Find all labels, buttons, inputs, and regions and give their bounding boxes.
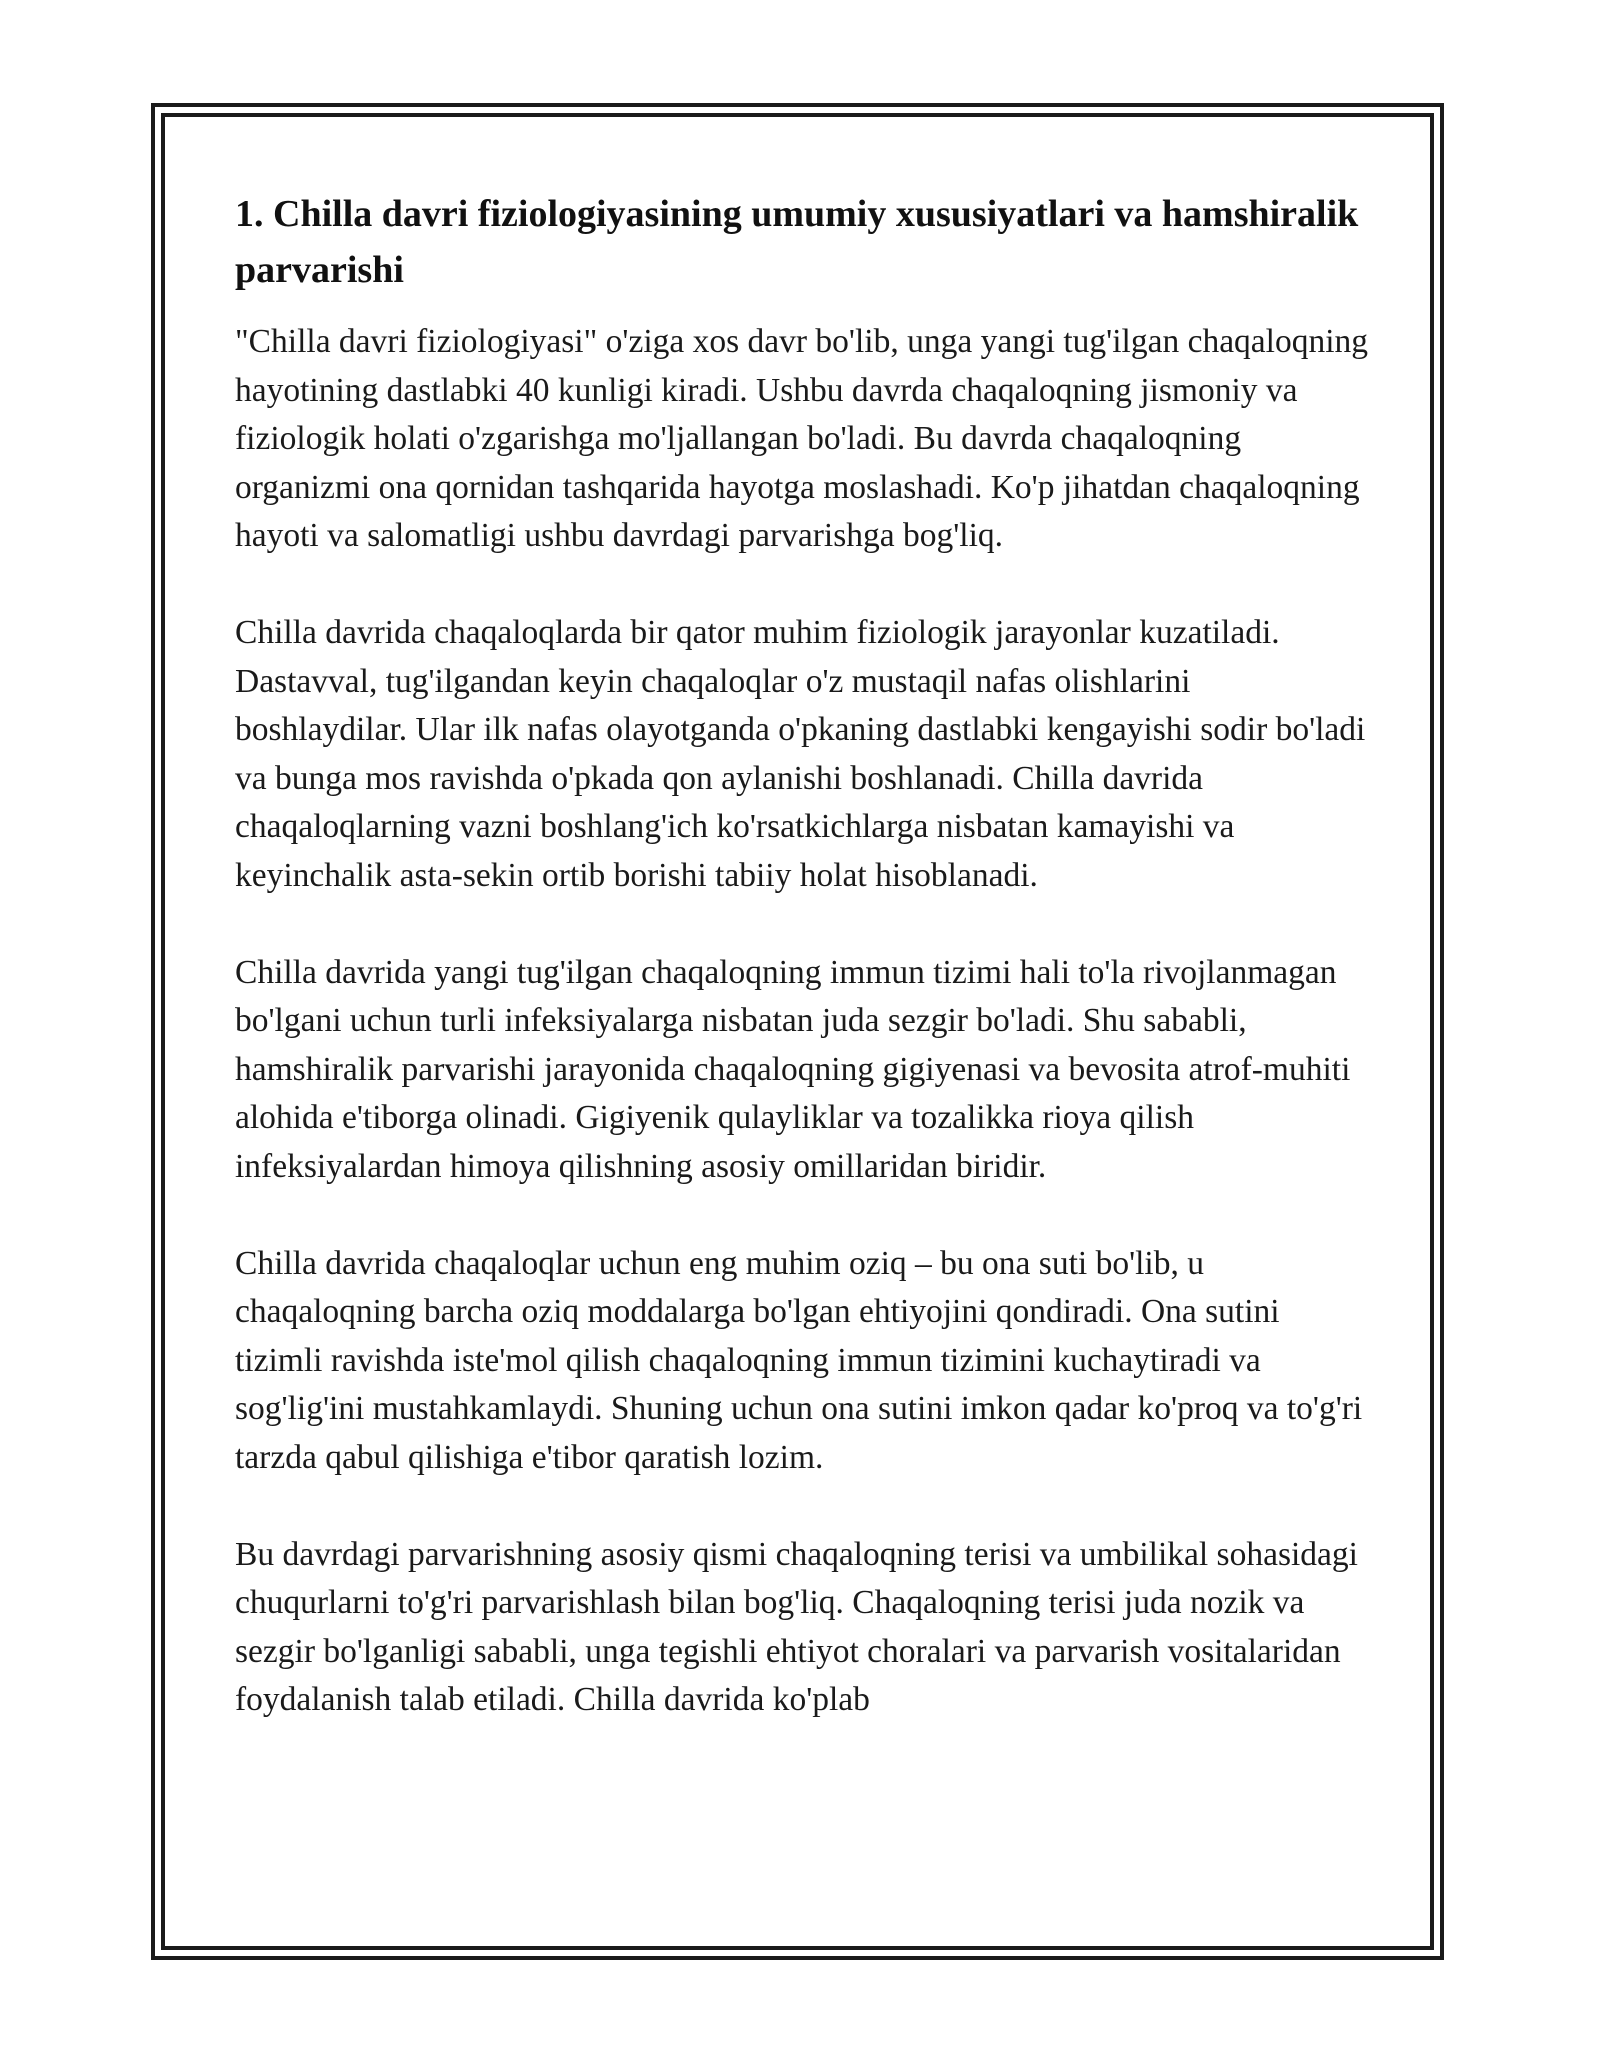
document-body — [235, 186, 1370, 1773]
paragraph: Chilla davrida chaqaloqlarda bir qator muhim fiziologik jarayonlar kuzatiladi. Dastavval, tug'ilgandan keyin chaqaloqlar o'z mustaqil nafas olishlarini boshlaydilar. Ular ilk nafas olayotganda o'pkaning dastlabki kengayishi sodir bo'ladi va bunga mos ravishda o'pkada qon aylanishi boshlanadi. Chilla davrida chaqaloqlarning vazni boshlang'ich ko'rsatkichlarga nisbatan kamayishi va keyinchalik asta-sekin ortib borishi tabiiy holat hisoblanadi. — [235, 614, 1366, 894]
paragraph: Bu davrdagi parvarishning asosiy qismi chaqaloqning terisi va umbilikal sohasidagi chuqurlarni to'g'ri parvarishlash bilan bog'liq. Chaqaloqning terisi juda nozik va sezgir bo'lganligi sababli, unga tegishli ehtiyot choralari va parvarish vositalaridan foydalanish talab etiladi. Chilla davrida ko'plab — [235, 1535, 1358, 1718]
section-heading: 1. Chilla davri fiziologiyasining umumiy xususiyatlari va hamshiralik parvarishi — [235, 193, 1359, 291]
paragraph: "Chilla davri fiziologiyasi" o'ziga xos davr bo'lib, unga yangi tug'ilgan chaqaloqning hayotining dastlabki 40 kunligi kiradi. Ushbu davrda chaqaloqning jismoniy va fiziologik holati o'zgarishga mo'ljallangan bo'ladi. Bu davrda chaqaloqning organizmi ona qornidan tashqarida hayotga moslashadi. Ko'p jihatdan chaqaloqning hayoti va salomatligi ushbu davrdagi parvarishga bog'liq. — [235, 323, 1369, 554]
paragraph: Chilla davrida yangi tug'ilgan chaqaloqning immun tizimi hali to'la rivojlanmagan bo'lgani uchun turli infeksiyalarga nisbatan juda sezgir bo'ladi. Shu sababli, hamshiralik parvarishi jarayonida chaqaloqning gigiyenasi va bevosita atrof-muhiti alohida e'tiborga olinadi. Gigiyenik qulayliklar va tozalikka rioya qilish infeksiyalardan himoya qilishning asosiy omillaridan biridir. — [235, 953, 1351, 1185]
paragraph: Chilla davrida chaqaloqlar uchun eng muhim oziq – bu ona suti bo'lib, u chaqaloqning barcha oziq moddalarga bo'lgan ehtiyojini qondiradi. Ona sutini tizimli ravishda iste'mol qilish chaqaloqning immun tizimini kuchaytiradi va sog'lig'ini mustahkamlaydi. Shuning uchun ona sutini imkon qadar ko'proq va to'g'ri tarzda qabul qilishiga e'tibor qaratish lozim. — [235, 1244, 1363, 1476]
